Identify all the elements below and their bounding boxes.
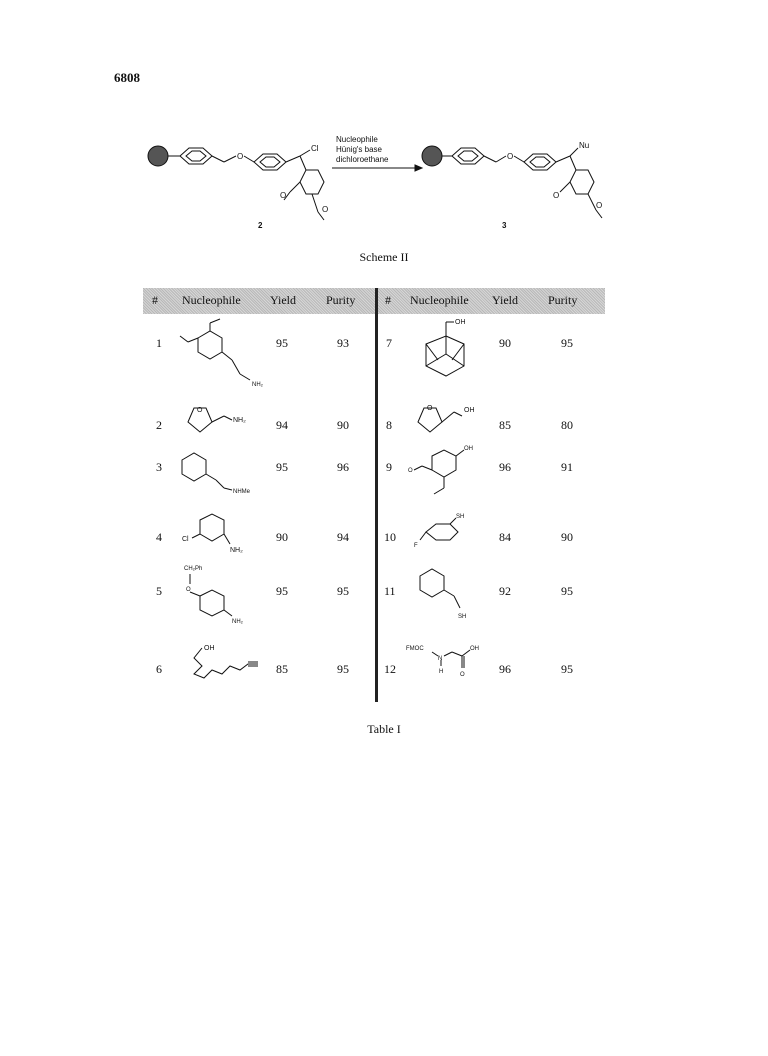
svg-text:NHMe: NHMe xyxy=(233,489,251,495)
svg-text:OH: OH xyxy=(464,446,473,452)
purity-value: 90 xyxy=(561,530,573,544)
page-number: 6808 xyxy=(114,70,140,85)
row-number: 1 xyxy=(156,336,162,350)
svg-text:O: O xyxy=(596,201,603,210)
svg-text:FMOC: FMOC xyxy=(406,646,424,652)
row-number: 9 xyxy=(386,460,392,474)
row-number: 4 xyxy=(156,530,162,544)
row-number: 8 xyxy=(386,418,392,432)
header-purity-left: Purity xyxy=(326,293,356,307)
yield-value: 95 xyxy=(276,336,288,350)
structure-6 xyxy=(174,640,270,680)
header-nucleophile-left: Nucleophile xyxy=(182,293,241,307)
yield-value: 92 xyxy=(499,584,511,598)
yield-value: 84 xyxy=(499,530,511,544)
table-caption: Table I xyxy=(367,722,401,736)
yield-value: 96 xyxy=(499,460,511,474)
reaction-scheme xyxy=(140,128,630,238)
purity-value: 90 xyxy=(337,418,349,432)
structure-12 xyxy=(404,640,494,684)
svg-text:O: O xyxy=(280,191,287,200)
structure-1 xyxy=(168,318,268,388)
svg-text:NH₂: NH₂ xyxy=(230,547,243,554)
structure-9 xyxy=(402,442,492,502)
row-number: 6 xyxy=(156,662,162,676)
purity-value: 80 xyxy=(561,418,573,432)
resin-bead xyxy=(148,146,168,166)
purity-value: 95 xyxy=(337,584,349,598)
row-number: 2 xyxy=(156,418,162,432)
svg-text:NH₂: NH₂ xyxy=(233,417,246,424)
svg-text:Cl: Cl xyxy=(311,144,319,153)
svg-text:O: O xyxy=(197,407,203,414)
yield-value: 94 xyxy=(276,418,288,432)
yield-value: 90 xyxy=(499,336,511,350)
svg-text:N: N xyxy=(438,656,443,662)
svg-text:NH₂: NH₂ xyxy=(252,382,263,388)
reagent-line-1: Nucleophile xyxy=(336,135,378,144)
reactant-label: 2 xyxy=(258,221,263,230)
reagent-line-2: Hünig's base xyxy=(336,145,382,154)
yield-value: 95 xyxy=(276,584,288,598)
structure-2 xyxy=(178,400,258,440)
svg-text:NH₂: NH₂ xyxy=(232,619,243,625)
structure-10 xyxy=(410,510,490,560)
purity-value: 91 xyxy=(561,460,573,474)
structure-8 xyxy=(412,398,492,438)
svg-text:O: O xyxy=(186,587,191,593)
purity-value: 94 xyxy=(337,530,349,544)
product-label: 3 xyxy=(502,221,507,230)
yield-value: 95 xyxy=(276,460,288,474)
svg-text:O: O xyxy=(237,152,244,161)
row-number: 7 xyxy=(386,336,392,350)
structure-11 xyxy=(412,566,492,626)
header-num-left: # xyxy=(152,293,158,307)
row-number: 11 xyxy=(384,584,396,598)
svg-text:O: O xyxy=(507,152,514,161)
header-nucleophile-right: Nucleophile xyxy=(410,293,469,307)
svg-text:OH: OH xyxy=(464,407,475,414)
structure-7 xyxy=(416,316,486,386)
yield-value: 85 xyxy=(276,662,288,676)
svg-text:H: H xyxy=(439,669,444,675)
purity-value: 95 xyxy=(561,662,573,676)
svg-text:OH: OH xyxy=(204,645,215,652)
svg-text:CH₂Ph: CH₂Ph xyxy=(184,566,203,572)
purity-value: 93 xyxy=(337,336,349,350)
structure-3 xyxy=(176,446,266,496)
yield-value: 90 xyxy=(276,530,288,544)
header-yield-left: Yield xyxy=(270,293,296,307)
column-divider xyxy=(375,288,378,702)
purity-value: 96 xyxy=(337,460,349,474)
svg-text:O: O xyxy=(408,468,413,474)
yield-value: 85 xyxy=(499,418,511,432)
svg-text:O: O xyxy=(553,191,560,200)
svg-text:O: O xyxy=(427,405,433,412)
row-number: 3 xyxy=(156,460,162,474)
row-number: 5 xyxy=(156,584,162,598)
svg-text:SH: SH xyxy=(456,514,465,520)
structure-4 xyxy=(176,510,256,560)
purity-value: 95 xyxy=(561,584,573,598)
header-yield-right: Yield xyxy=(492,293,518,307)
svg-text:Nu: Nu xyxy=(579,141,590,150)
reagent-line-3: dichloroethane xyxy=(336,155,389,164)
svg-text:F: F xyxy=(414,543,418,549)
row-number: 12 xyxy=(384,662,396,676)
scheme-caption: Scheme II xyxy=(359,250,409,264)
header-purity-right: Purity xyxy=(548,293,578,307)
svg-text:Cl: Cl xyxy=(182,536,189,543)
svg-text:OH: OH xyxy=(455,319,466,326)
structure-5 xyxy=(176,562,256,628)
yield-value: 96 xyxy=(499,662,511,676)
purity-value: 95 xyxy=(561,336,573,350)
header-num-right: # xyxy=(385,293,391,307)
row-number: 10 xyxy=(384,530,396,544)
svg-text:SH: SH xyxy=(458,614,467,620)
purity-value: 95 xyxy=(337,662,349,676)
svg-text:OH: OH xyxy=(470,646,479,652)
svg-text:O: O xyxy=(322,205,329,214)
svg-text:O: O xyxy=(460,672,465,678)
